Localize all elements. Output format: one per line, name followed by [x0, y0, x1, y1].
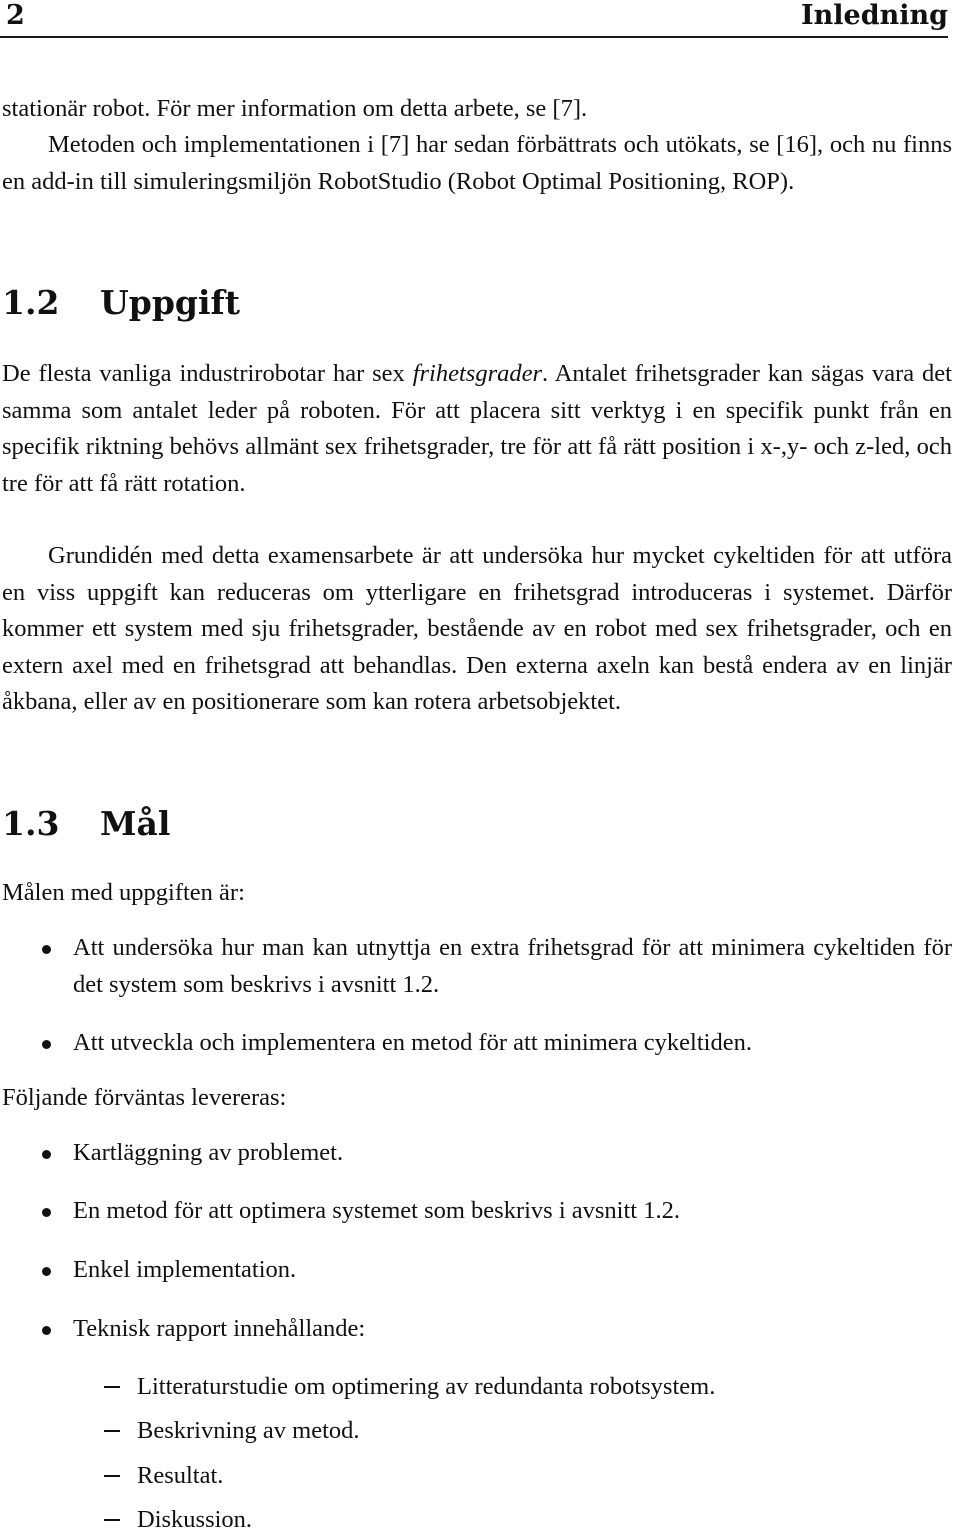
sub-list-item-text: Resultat. — [137, 1462, 224, 1489]
intro-text-2: Metoden och implementationen i [7] har sedan förbättrats och utökats, se [16], och nu finns en add-in till simuleringsmiljön RobotStudio (Robot Optimal Positioning, ROP). — [2, 131, 952, 195]
emphasized-term: frihetsgrader — [412, 360, 543, 387]
paragraph-text: De flesta vanliga industrirobotar har sex — [2, 360, 413, 387]
sub-list-item-text: Diskussion. — [137, 1506, 253, 1533]
sub-list-item-text: Beskrivning av metod. — [137, 1417, 360, 1444]
page-number: 2 — [6, 0, 25, 31]
bullet-icon — [42, 1150, 51, 1159]
header-rule — [0, 36, 948, 38]
goals-intro: Målen med uppgiften är: — [2, 879, 245, 906]
list-item-text: Teknisk rapport innehållande: — [73, 1315, 366, 1342]
section-number: 1.3 — [2, 804, 60, 843]
intro-text-1: stationär robot. För mer information om detta arbete, se [7]. — [2, 95, 588, 122]
dash-icon — [104, 1386, 120, 1388]
uppgift-paragraph-2: Grundidén med detta examensarbete är att undersöka hur mycket cykeltiden för att utföra en viss uppgift kan reduceras om ytterligare en frihetsgrad introduceras i systemet. Därför kommer ett system med sju frihetsgrader, bestående av en robot med sex frihetsgrader, och en extern axel med en frihetsgrad att behandlas. Den externa axeln kan bestå endera av en linjär åkbana, eller av en positionerare som kan rotera arbetsobjektet. — [2, 542, 952, 715]
list-item-text: Att utveckla och implementera en metod för att minimera cykeltiden. — [73, 1029, 752, 1056]
section-heading-mal — [2, 804, 170, 843]
bullet-icon — [42, 945, 51, 954]
section-number: 1.2 — [2, 283, 60, 322]
list-item-text: Kartläggning av problemet. — [73, 1139, 344, 1166]
section-title: Uppgift — [100, 283, 240, 322]
bullet-icon — [42, 1326, 51, 1335]
uppgift-paragraph-1 — [2, 356, 952, 502]
bullet-icon — [42, 1267, 51, 1276]
dash-icon — [104, 1475, 120, 1477]
list-item-text: En metod för att optimera systemet som beskrivs i avsnitt 1.2. — [73, 1197, 680, 1224]
dash-icon — [104, 1430, 120, 1432]
sub-list-item-text: Litteraturstudie om optimering av redundanta robotsystem. — [137, 1373, 716, 1400]
bullet-icon — [42, 1208, 51, 1217]
deliverables-intro: Följande förväntas levereras: — [2, 1084, 287, 1111]
section-title: Mål — [100, 804, 171, 843]
list-item-text: Enkel implementation. — [73, 1256, 297, 1283]
section-heading-uppgift — [2, 283, 240, 322]
paragraph-text: . Antalet frihetsgrader kan sägas vara det samma som antalet leder på roboten. För att placera sitt verktyg i en specifik punkt från en specifik riktning behövs allmänt sex frihetsgrader, tre för att få rätt position i x-,y- och z-led, och tre för att få rätt rotation. — [2, 360, 952, 497]
running-header — [0, 0, 948, 36]
list-item-text: Att undersöka hur man kan utnyttja en extra frihetsgrad för att minimera cykeltiden för det system som beskrivs i avsnitt 1.2. — [73, 934, 952, 998]
chapter-title: Inledning — [801, 0, 948, 31]
dash-icon — [104, 1519, 120, 1521]
bullet-icon — [42, 1040, 51, 1049]
